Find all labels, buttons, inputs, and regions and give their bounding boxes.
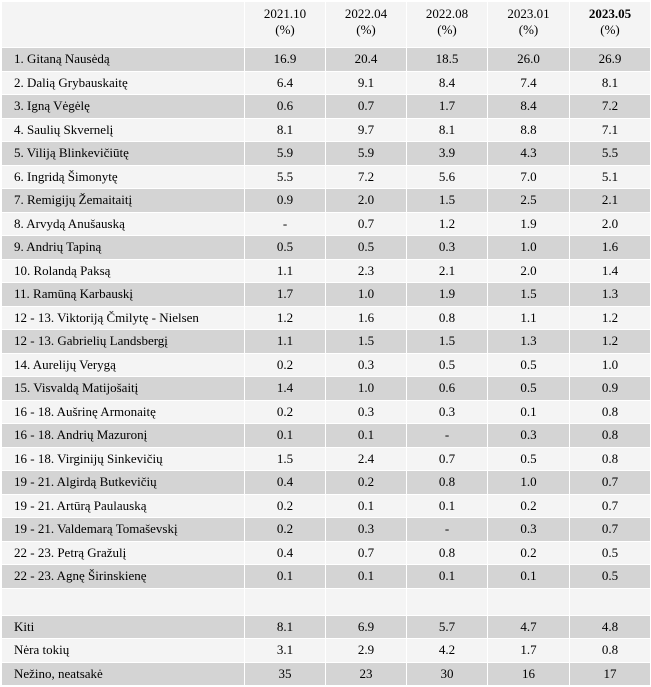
value-cell: 1.1 (488, 306, 570, 330)
value-cell: 8.8 (488, 118, 570, 142)
header-date: 2023.05 (588, 6, 632, 21)
value-cell: 4.2 (407, 639, 488, 663)
table-row (2, 639, 651, 663)
value-cell: 1.4 (570, 259, 651, 283)
row-label: Kiti (2, 615, 245, 639)
value-cell: 0.8 (570, 424, 651, 448)
value-cell: - (407, 424, 488, 448)
value-cell: 2.4 (326, 447, 407, 471)
value-cell: 0.3 (326, 353, 407, 377)
header-unit: (%) (518, 22, 539, 37)
value-cell: 35 (245, 662, 326, 686)
value-cell: 1.1 (245, 259, 326, 283)
value-cell: 5.5 (570, 142, 651, 166)
row-label: 16 - 18. Aušrinę Armonaitę (2, 400, 245, 424)
value-cell: 1.4 (245, 377, 326, 401)
value-cell: 0.7 (570, 494, 651, 518)
table-row (2, 118, 651, 142)
header-date: 2022.08 (425, 6, 469, 21)
table-row (2, 306, 651, 330)
value-cell: 17 (570, 662, 651, 686)
spacer-cell (2, 588, 245, 615)
value-cell: 1.5 (326, 330, 407, 354)
value-cell: 6.4 (245, 71, 326, 95)
header-date: 2023.01 (507, 6, 550, 21)
value-cell: 7.4 (488, 71, 570, 95)
value-cell: 0.9 (245, 189, 326, 213)
value-cell: 5.9 (326, 142, 407, 166)
value-cell: 0.1 (326, 565, 407, 589)
header-unit: (%) (600, 22, 620, 37)
value-cell: 0.2 (245, 494, 326, 518)
value-cell: 0.5 (570, 541, 651, 565)
table-row (2, 165, 651, 189)
table-row (2, 518, 651, 542)
value-cell: 0.1 (245, 565, 326, 589)
value-cell: 1.2 (407, 212, 488, 236)
value-cell: 0.8 (407, 306, 488, 330)
table-row (2, 353, 651, 377)
row-label: 4. Saulių Skvernelį (2, 118, 245, 142)
value-cell: 0.2 (326, 471, 407, 495)
value-cell: 0.8 (407, 541, 488, 565)
value-cell: 7.1 (570, 118, 651, 142)
table-row (2, 615, 651, 639)
row-label: 19 - 21. Algirdą Butkevičių (2, 471, 245, 495)
header-col-3 (488, 2, 570, 48)
value-cell: 8.1 (407, 118, 488, 142)
table-row (2, 494, 651, 518)
value-cell: 0.2 (245, 518, 326, 542)
value-cell: 2.9 (326, 639, 407, 663)
header-date: 2022.04 (344, 6, 388, 21)
value-cell: 3.9 (407, 142, 488, 166)
spacer-row (2, 588, 651, 615)
value-cell: 8.4 (407, 71, 488, 95)
value-cell: 0.8 (570, 400, 651, 424)
spacer-cell (570, 588, 651, 615)
value-cell: 1.0 (570, 353, 651, 377)
value-cell: 1.5 (407, 330, 488, 354)
header-unit: (%) (437, 22, 457, 37)
poll-table (1, 1, 651, 686)
header-date: 2021.10 (263, 6, 307, 21)
value-cell: 0.1 (326, 424, 407, 448)
row-label: 22 - 23. Petrą Gražulį (2, 541, 245, 565)
value-cell: 8.1 (245, 615, 326, 639)
row-label: 16 - 18. Andrių Mazuronį (2, 424, 245, 448)
value-cell: 0.8 (570, 639, 651, 663)
value-cell: 2.0 (326, 189, 407, 213)
value-cell: 8.4 (488, 95, 570, 119)
value-cell: 1.7 (488, 639, 570, 663)
value-cell: 0.6 (245, 95, 326, 119)
value-cell: 0.4 (245, 541, 326, 565)
header-row (2, 2, 651, 48)
value-cell: 0.2 (488, 494, 570, 518)
value-cell: 0.2 (488, 541, 570, 565)
spacer-cell (245, 588, 326, 615)
value-cell: - (407, 518, 488, 542)
value-cell: 23 (326, 662, 407, 686)
value-cell: 16.9 (245, 48, 326, 72)
header-col-4 (570, 2, 651, 48)
value-cell: 0.5 (488, 447, 570, 471)
value-cell: 0.2 (245, 353, 326, 377)
row-label: 3. Igną Vėgėlę (2, 95, 245, 119)
value-cell: - (245, 212, 326, 236)
value-cell: 1.0 (488, 471, 570, 495)
spacer-cell (326, 588, 407, 615)
value-cell: 26.0 (488, 48, 570, 72)
value-cell: 4.3 (488, 142, 570, 166)
header-unit: (%) (356, 22, 376, 37)
table-row (2, 283, 651, 307)
value-cell: 0.1 (488, 565, 570, 589)
value-cell: 18.5 (407, 48, 488, 72)
row-label: 19 - 21. Valdemarą Tomaševskį (2, 518, 245, 542)
value-cell: 0.5 (407, 353, 488, 377)
value-cell: 2.5 (488, 189, 570, 213)
table-row (2, 330, 651, 354)
value-cell: 0.7 (326, 212, 407, 236)
value-cell: 0.7 (326, 541, 407, 565)
value-cell: 4.7 (488, 615, 570, 639)
table-row (2, 259, 651, 283)
value-cell: 0.3 (488, 424, 570, 448)
value-cell: 0.1 (326, 494, 407, 518)
value-cell: 20.4 (326, 48, 407, 72)
value-cell: 3.1 (245, 639, 326, 663)
row-label: 1. Gitaną Nausėdą (2, 48, 245, 72)
value-cell: 0.8 (570, 447, 651, 471)
value-cell: 1.7 (407, 95, 488, 119)
row-label: 12 - 13. Gabrielių Landsbergį (2, 330, 245, 354)
table-row (2, 662, 651, 686)
table-row (2, 400, 651, 424)
table-row (2, 377, 651, 401)
value-cell: 1.2 (570, 306, 651, 330)
value-cell: 0.3 (407, 236, 488, 260)
row-label: 11. Ramūną Karbauskį (2, 283, 245, 307)
value-cell: 5.9 (245, 142, 326, 166)
value-cell: 0.7 (570, 471, 651, 495)
value-cell: 0.5 (488, 353, 570, 377)
value-cell: 0.5 (570, 565, 651, 589)
header-unit: (%) (275, 22, 295, 37)
table-row (2, 142, 651, 166)
value-cell: 5.6 (407, 165, 488, 189)
value-cell: 5.7 (407, 615, 488, 639)
value-cell: 5.5 (245, 165, 326, 189)
value-cell: 0.6 (407, 377, 488, 401)
value-cell: 0.9 (570, 377, 651, 401)
value-cell: 2.0 (488, 259, 570, 283)
value-cell: 6.9 (326, 615, 407, 639)
row-label: 16 - 18. Virginijų Sinkevičių (2, 447, 245, 471)
value-cell: 1.3 (488, 330, 570, 354)
row-label: Nežino, neatsakė (2, 662, 245, 686)
value-cell: 30 (407, 662, 488, 686)
value-cell: 1.1 (245, 330, 326, 354)
table-row (2, 447, 651, 471)
value-cell: 0.1 (407, 494, 488, 518)
value-cell: 0.2 (245, 400, 326, 424)
value-cell: 1.5 (407, 189, 488, 213)
header-col-1 (326, 2, 407, 48)
value-cell: 2.3 (326, 259, 407, 283)
value-cell: 8.1 (245, 118, 326, 142)
header-empty-cell (2, 2, 245, 48)
table-row (2, 471, 651, 495)
value-cell: 26.9 (570, 48, 651, 72)
value-cell: 1.0 (326, 377, 407, 401)
value-cell: 4.8 (570, 615, 651, 639)
value-cell: 1.9 (488, 212, 570, 236)
value-cell: 0.8 (407, 471, 488, 495)
header-col-2 (407, 2, 488, 48)
row-label: 2. Dalią Grybauskaitę (2, 71, 245, 95)
value-cell: 2.0 (570, 212, 651, 236)
row-label: 14. Aurelijų Verygą (2, 353, 245, 377)
value-cell: 0.1 (407, 565, 488, 589)
value-cell: 0.5 (245, 236, 326, 260)
row-label: 12 - 13. Viktoriją Čmilytę - Nielsen (2, 306, 245, 330)
value-cell: 1.5 (245, 447, 326, 471)
value-cell: 2.1 (407, 259, 488, 283)
table-row (2, 565, 651, 589)
value-cell: 0.3 (326, 400, 407, 424)
value-cell: 1.9 (407, 283, 488, 307)
value-cell: 9.7 (326, 118, 407, 142)
value-cell: 1.0 (326, 283, 407, 307)
value-cell: 7.0 (488, 165, 570, 189)
row-label: 9. Andrių Tapiną (2, 236, 245, 260)
value-cell: 0.5 (326, 236, 407, 260)
table-row (2, 541, 651, 565)
spacer-cell (407, 588, 488, 615)
value-cell: 0.4 (245, 471, 326, 495)
row-label: 8. Arvydą Anušauską (2, 212, 245, 236)
row-label: 22 - 23. Agnę Širinskienę (2, 565, 245, 589)
table-row (2, 48, 651, 72)
table-row (2, 212, 651, 236)
row-label: 7. Remigijų Žemaitaitį (2, 189, 245, 213)
row-label: Nėra tokių (2, 639, 245, 663)
table-row (2, 236, 651, 260)
value-cell: 1.2 (570, 330, 651, 354)
value-cell: 9.1 (326, 71, 407, 95)
value-cell: 0.1 (245, 424, 326, 448)
value-cell: 1.0 (488, 236, 570, 260)
value-cell: 0.7 (326, 95, 407, 119)
header-col-0 (245, 2, 326, 48)
value-cell: 0.3 (326, 518, 407, 542)
spacer-cell (488, 588, 570, 615)
table-row (2, 189, 651, 213)
value-cell: 1.6 (326, 306, 407, 330)
row-label: 6. Ingridą Šimonytę (2, 165, 245, 189)
value-cell: 8.1 (570, 71, 651, 95)
value-cell: 7.2 (326, 165, 407, 189)
value-cell: 7.2 (570, 95, 651, 119)
value-cell: 16 (488, 662, 570, 686)
value-cell: 1.7 (245, 283, 326, 307)
row-label: 5. Viliją Blinkevičiūtę (2, 142, 245, 166)
value-cell: 5.1 (570, 165, 651, 189)
value-cell: 0.3 (488, 518, 570, 542)
value-cell: 0.1 (488, 400, 570, 424)
row-label: 19 - 21. Artūrą Paulauską (2, 494, 245, 518)
value-cell: 0.5 (488, 377, 570, 401)
value-cell: 1.3 (570, 283, 651, 307)
row-label: 10. Rolandą Paksą (2, 259, 245, 283)
value-cell: 1.5 (488, 283, 570, 307)
value-cell: 2.1 (570, 189, 651, 213)
table-row (2, 424, 651, 448)
table-row (2, 71, 651, 95)
value-cell: 1.2 (245, 306, 326, 330)
table-row (2, 95, 651, 119)
value-cell: 0.7 (407, 447, 488, 471)
value-cell: 0.7 (570, 518, 651, 542)
row-label: 15. Visvaldą Matijošaitį (2, 377, 245, 401)
value-cell: 0.3 (407, 400, 488, 424)
value-cell: 1.6 (570, 236, 651, 260)
